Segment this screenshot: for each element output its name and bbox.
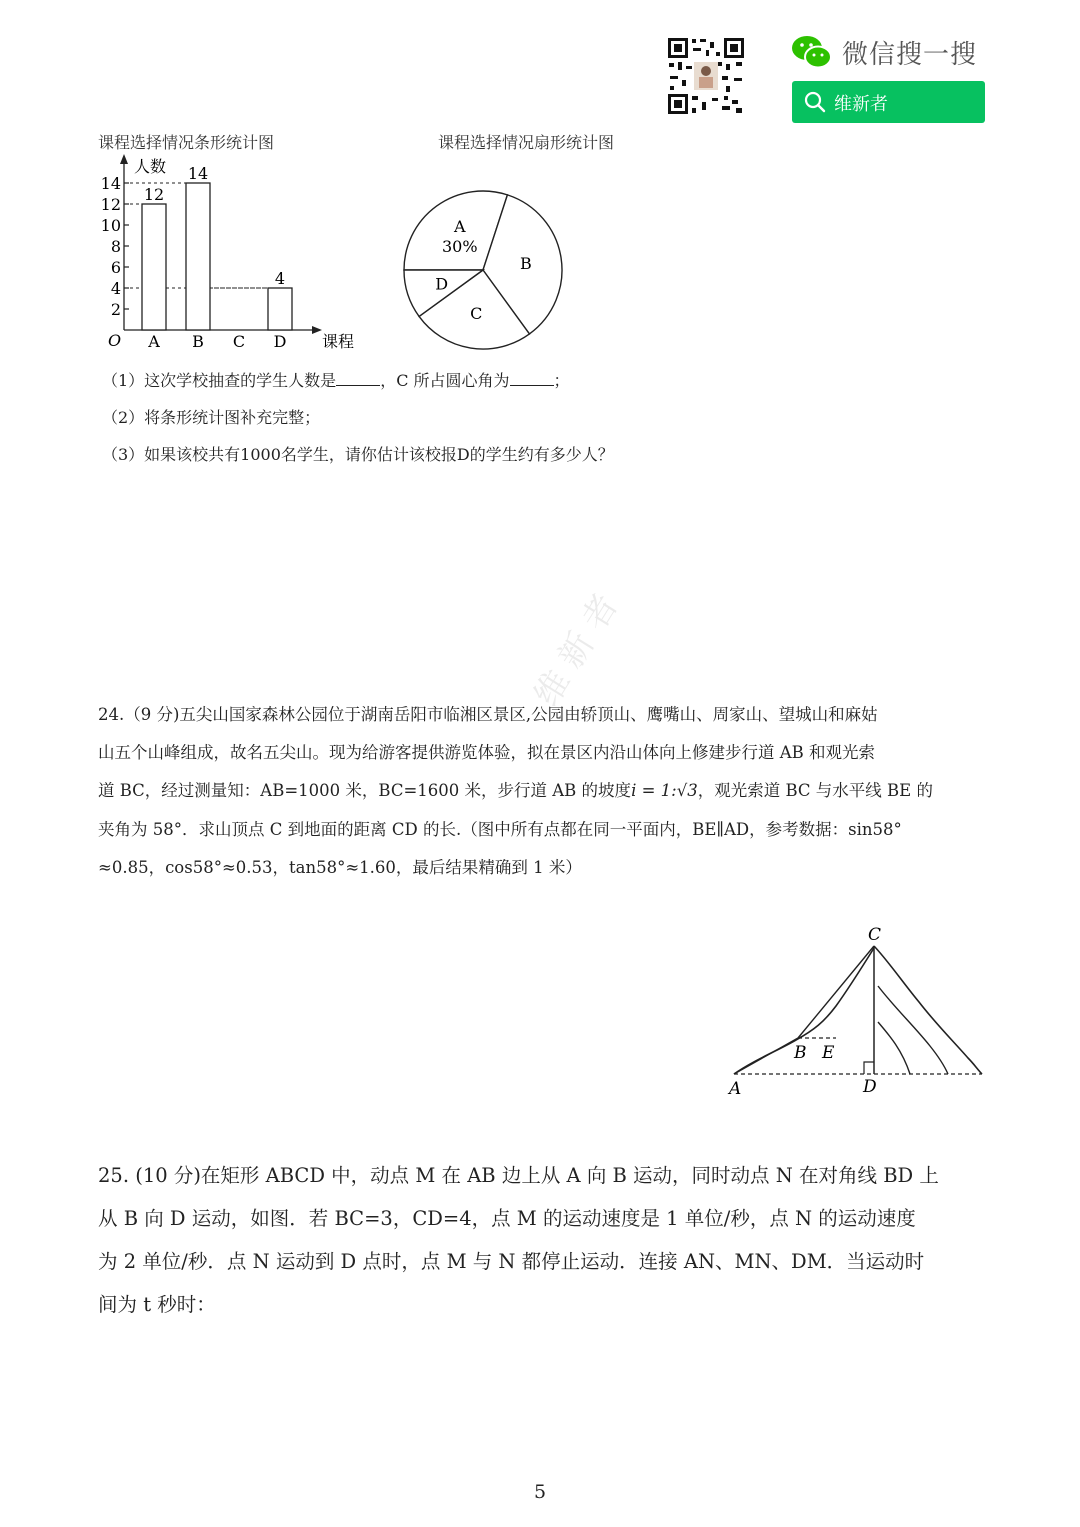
- bar-value-label-A: 12: [143, 185, 165, 204]
- q24-line2: 山五个山峰组成，故名五尖山。现为给游客提供游览体验，拟在景区内沿山体向上修建步行道 AB 和观光索: [98, 743, 876, 762]
- y-tick-label: 6: [110, 258, 121, 277]
- bar-value-label-B: 14: [187, 164, 209, 183]
- pie-chart-caption: 课程选择情况扇形统计图: [438, 133, 615, 152]
- y-tick-label: 12: [100, 195, 121, 214]
- y-tick-label: 4: [110, 279, 121, 298]
- q24-line3-text-a: 道 BC，经过测量知：AB=1000 米，BC=1600 米，步行道 AB 的坡度: [98, 781, 632, 800]
- mountain-ridge-1: [878, 986, 948, 1074]
- bar-B: [186, 183, 210, 330]
- point-label-a: A: [729, 1079, 742, 1098]
- bar-value-label-D: 4: [274, 269, 286, 288]
- answer-blank-2[interactable]: [510, 371, 554, 386]
- mountain-outline-right: [874, 946, 982, 1074]
- q25-line2: 从 B 向 D 运动，如图．若 BC=3，CD=4，点 M 的运动速度是 1 单位/秒，点 N 的运动速度: [98, 1207, 916, 1230]
- q24-line4: 夹角为 58°．求山顶点 C 到地面的距离 CD 的长.（图中所有点都在同一平面内，BE∥AD，参考数据：sin58°: [98, 820, 902, 839]
- q23-sub1-text-a: （1）这次学校抽查的学生人数是: [102, 371, 337, 390]
- pie-label-D: D: [435, 274, 449, 294]
- q25-line4: 间为 t 秒时：: [98, 1293, 216, 1316]
- point-label-c: C: [868, 925, 882, 945]
- y-tick-label: 10: [100, 216, 121, 235]
- watermark: 维 新 者: [526, 587, 627, 714]
- right-angle-mark: [864, 1062, 874, 1074]
- bar-chart: [96, 152, 366, 356]
- qr-code: [666, 36, 746, 116]
- wechat-logo-icon: [790, 34, 834, 70]
- pie-label-C: C: [470, 303, 483, 323]
- pie-percent-A: 30%: [442, 237, 478, 257]
- y-axis-arrow: [120, 154, 128, 164]
- q23-sub1-text-c: ；: [553, 371, 570, 390]
- search-icon: [804, 91, 826, 113]
- q24-line3: [98, 777, 933, 801]
- q24-line3-text-b: ，观光索道 BC 与水平线 BE 的: [697, 781, 933, 800]
- x-tick-label-B: B: [192, 332, 204, 351]
- answer-blank-1[interactable]: [336, 371, 380, 386]
- x-tick-label-C: C: [232, 332, 246, 351]
- q23-sub2: （2）将条形统计图补充完整；: [102, 408, 321, 427]
- bar-A: [142, 204, 166, 330]
- q23-sub1: [102, 368, 570, 391]
- pie-chart: [398, 188, 570, 352]
- point-label-d: D: [863, 1077, 877, 1097]
- pie-label-B: B: [520, 254, 532, 274]
- point-label-e: E: [822, 1043, 835, 1063]
- slope-formula: i = 1:√3: [631, 781, 698, 800]
- y-axis-label: 人数: [134, 157, 167, 176]
- origin-label: O: [108, 331, 122, 350]
- mountain-ridge-2: [878, 1022, 910, 1074]
- y-tick-label: 2: [110, 300, 121, 319]
- mountain-figure: [724, 922, 988, 1098]
- q25-line1: 25. (10 分)在矩形 ABCD 中，动点 M 在 AB 边上从 A 向 B 运动，同时动点 N 在对角线 BD 上: [98, 1164, 939, 1187]
- x-tick-label-D: D: [273, 332, 287, 351]
- q25-line3: 为 2 单位/秒．点 N 运动到 D 点时，点 M 与 N 都停止运动．连接 AN、MN、DM．当运动时: [98, 1250, 925, 1273]
- y-tick-label: 8: [110, 237, 121, 256]
- wechat-search-button[interactable]: [792, 81, 985, 123]
- segment-ab: [734, 1038, 798, 1074]
- bar-D: [268, 288, 292, 330]
- point-label-b: B: [794, 1043, 807, 1063]
- segment-bc: [798, 946, 874, 1038]
- q24-line5: ≈0.85，cos58°≈0.53，tan58°≈1.60，最后结果精确到 1 米）: [98, 858, 582, 877]
- q23-sub3: （3）如果该校共有1000名学生，请你估计该校报D的学生约有多少人？: [102, 445, 614, 464]
- x-tick-label-A: A: [148, 332, 160, 351]
- search-query-text: 维新者: [834, 94, 888, 115]
- pie-label-A: A: [454, 217, 466, 237]
- bar-chart-caption: 课程选择情况条形统计图: [98, 133, 275, 152]
- q24-line1: 24.（9 分)五尖山国家森林公园位于湖南岳阳市临湘区景区,公园由轿顶山、鹰嘴山、周家山、望城山和麻姑: [98, 705, 878, 724]
- y-tick-label: 14: [100, 174, 121, 193]
- x-axis-label: 课程: [322, 332, 355, 351]
- page-number: 5: [533, 1481, 547, 1503]
- wechat-search-brand: 微信搜一搜: [842, 40, 978, 70]
- q23-sub1-text-b: ，C 所占圆心角为: [380, 371, 510, 390]
- x-axis-arrow: [312, 326, 322, 334]
